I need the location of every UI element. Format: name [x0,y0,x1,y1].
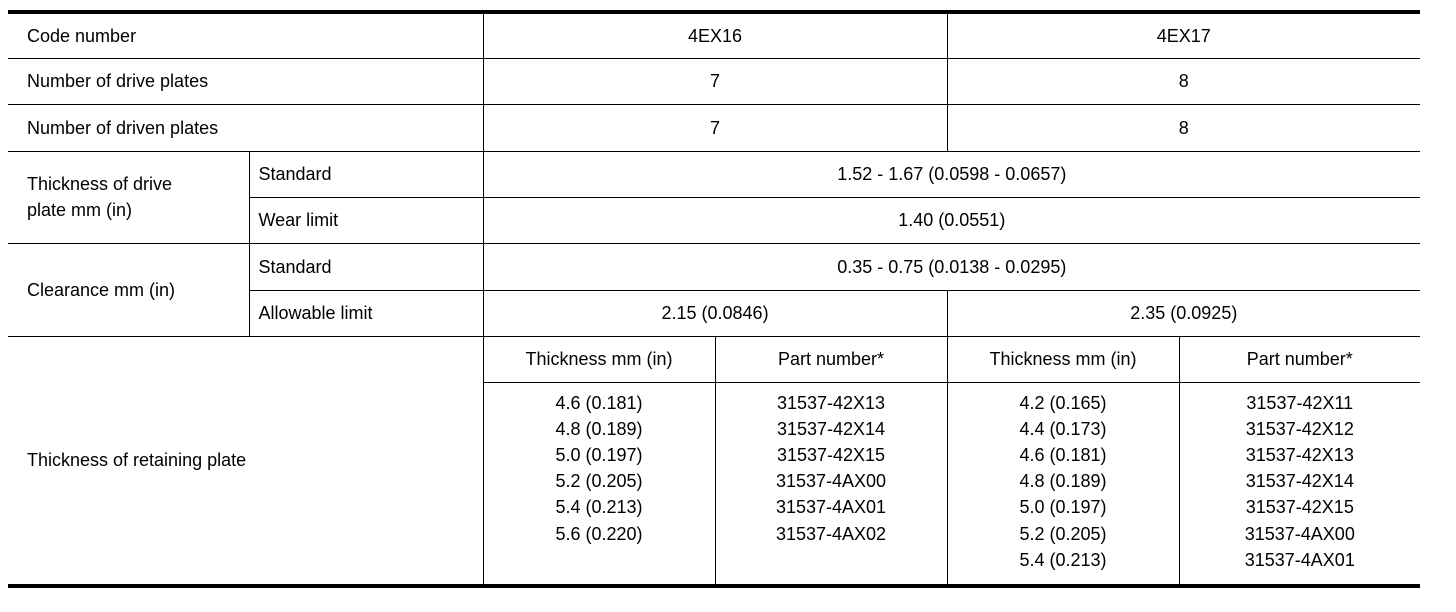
allowable-limit-label: Allowable limit [249,290,483,336]
list-item: 31537-4AX00 [1244,523,1355,544]
list-item: 31537-42X14 [776,418,886,439]
part-number-header-4ex16: Part number* [715,336,947,382]
list-item: 31537-42X11 [1246,392,1354,413]
list-item: 31537-4AX01 [1244,549,1355,570]
drive-plates-4ex16: 7 [483,58,947,104]
part-number-header-4ex17: Part number* [1179,336,1420,382]
clearance-standard-label: Standard [249,243,483,290]
list-item: 31537-42X13 [1245,444,1354,465]
list-item: 31537-42X14 [1245,471,1354,492]
drive-thickness-standard: 1.52 - 1.67 (0.0598 - 0.0657) [483,151,1420,197]
code-4ex17: 4EX17 [947,12,1420,58]
list-item: 31537-42X15 [1245,497,1354,518]
driven-plates-4ex16: 7 [483,104,947,151]
allowable-limit-4ex16: 2.15 (0.0846) [483,290,947,336]
list-item: 5.2 (0.205) [1019,523,1107,544]
thickness-header-4ex17: Thickness mm (in) [947,336,1179,382]
row-drive-thickness-standard [8,151,1420,197]
retaining-thickness-4ex17 [947,382,1179,586]
drive-thickness-wear-limit: 1.40 (0.0551) [483,197,1420,243]
list-item: 31537-42X15 [776,444,886,465]
retaining-plate-label: Thickness of retaining plate [8,336,483,586]
list-item: 5.6 (0.220) [555,523,643,544]
standard-label: Standard [249,151,483,197]
row-driven-plates [8,104,1420,151]
retaining-thickness-4ex16 [483,382,715,586]
drive-thickness-label-line2: plate mm (in) [27,200,133,220]
row-code-number [8,12,1420,58]
list-item: 4.2 (0.165) [1019,392,1107,413]
list-item: 5.0 (0.197) [555,444,643,465]
clearance-label: Clearance mm (in) [8,243,249,336]
clearance-standard: 0.35 - 0.75 (0.0138 - 0.0295) [483,243,1420,290]
retaining-part-number-4ex17 [1179,382,1420,586]
clutch-spec-table [8,10,1420,588]
drive-plates-4ex17: 8 [947,58,1420,104]
code-number-label: Code number [8,12,483,58]
list-item: 5.2 (0.205) [555,471,643,492]
drive-thickness-label-line1: Thickness of drive [27,174,173,194]
row-retaining-header [8,336,1420,382]
list-item: 4.8 (0.189) [1019,471,1107,492]
wear-limit-label: Wear limit [249,197,483,243]
list-item: 31537-42X12 [1245,418,1354,439]
list-item: 4.8 (0.189) [555,418,643,439]
allowable-limit-4ex17: 2.35 (0.0925) [947,290,1420,336]
driven-plates-label: Number of driven plates [8,104,483,151]
list-item: 31537-42X13 [776,392,886,413]
list-item: 5.4 (0.213) [555,497,643,518]
code-4ex16: 4EX16 [483,12,947,58]
list-item: 4.6 (0.181) [555,392,643,413]
list-item: 5.4 (0.213) [1019,549,1107,570]
retaining-part-number-4ex16 [715,382,947,586]
row-drive-plates [8,58,1420,104]
list-item: 31537-4AX01 [775,497,887,518]
list-item: 4.6 (0.181) [1019,444,1107,465]
list-item: 31537-4AX02 [775,523,887,544]
list-item: 4.4 (0.173) [1019,418,1107,439]
drive-plates-label: Number of drive plates [8,58,483,104]
thickness-header-4ex16: Thickness mm (in) [483,336,715,382]
driven-plates-4ex17: 8 [947,104,1420,151]
drive-thickness-label [8,151,249,243]
list-item: 31537-4AX00 [775,471,887,492]
list-item: 5.0 (0.197) [1019,497,1107,518]
row-clearance-standard [8,243,1420,290]
